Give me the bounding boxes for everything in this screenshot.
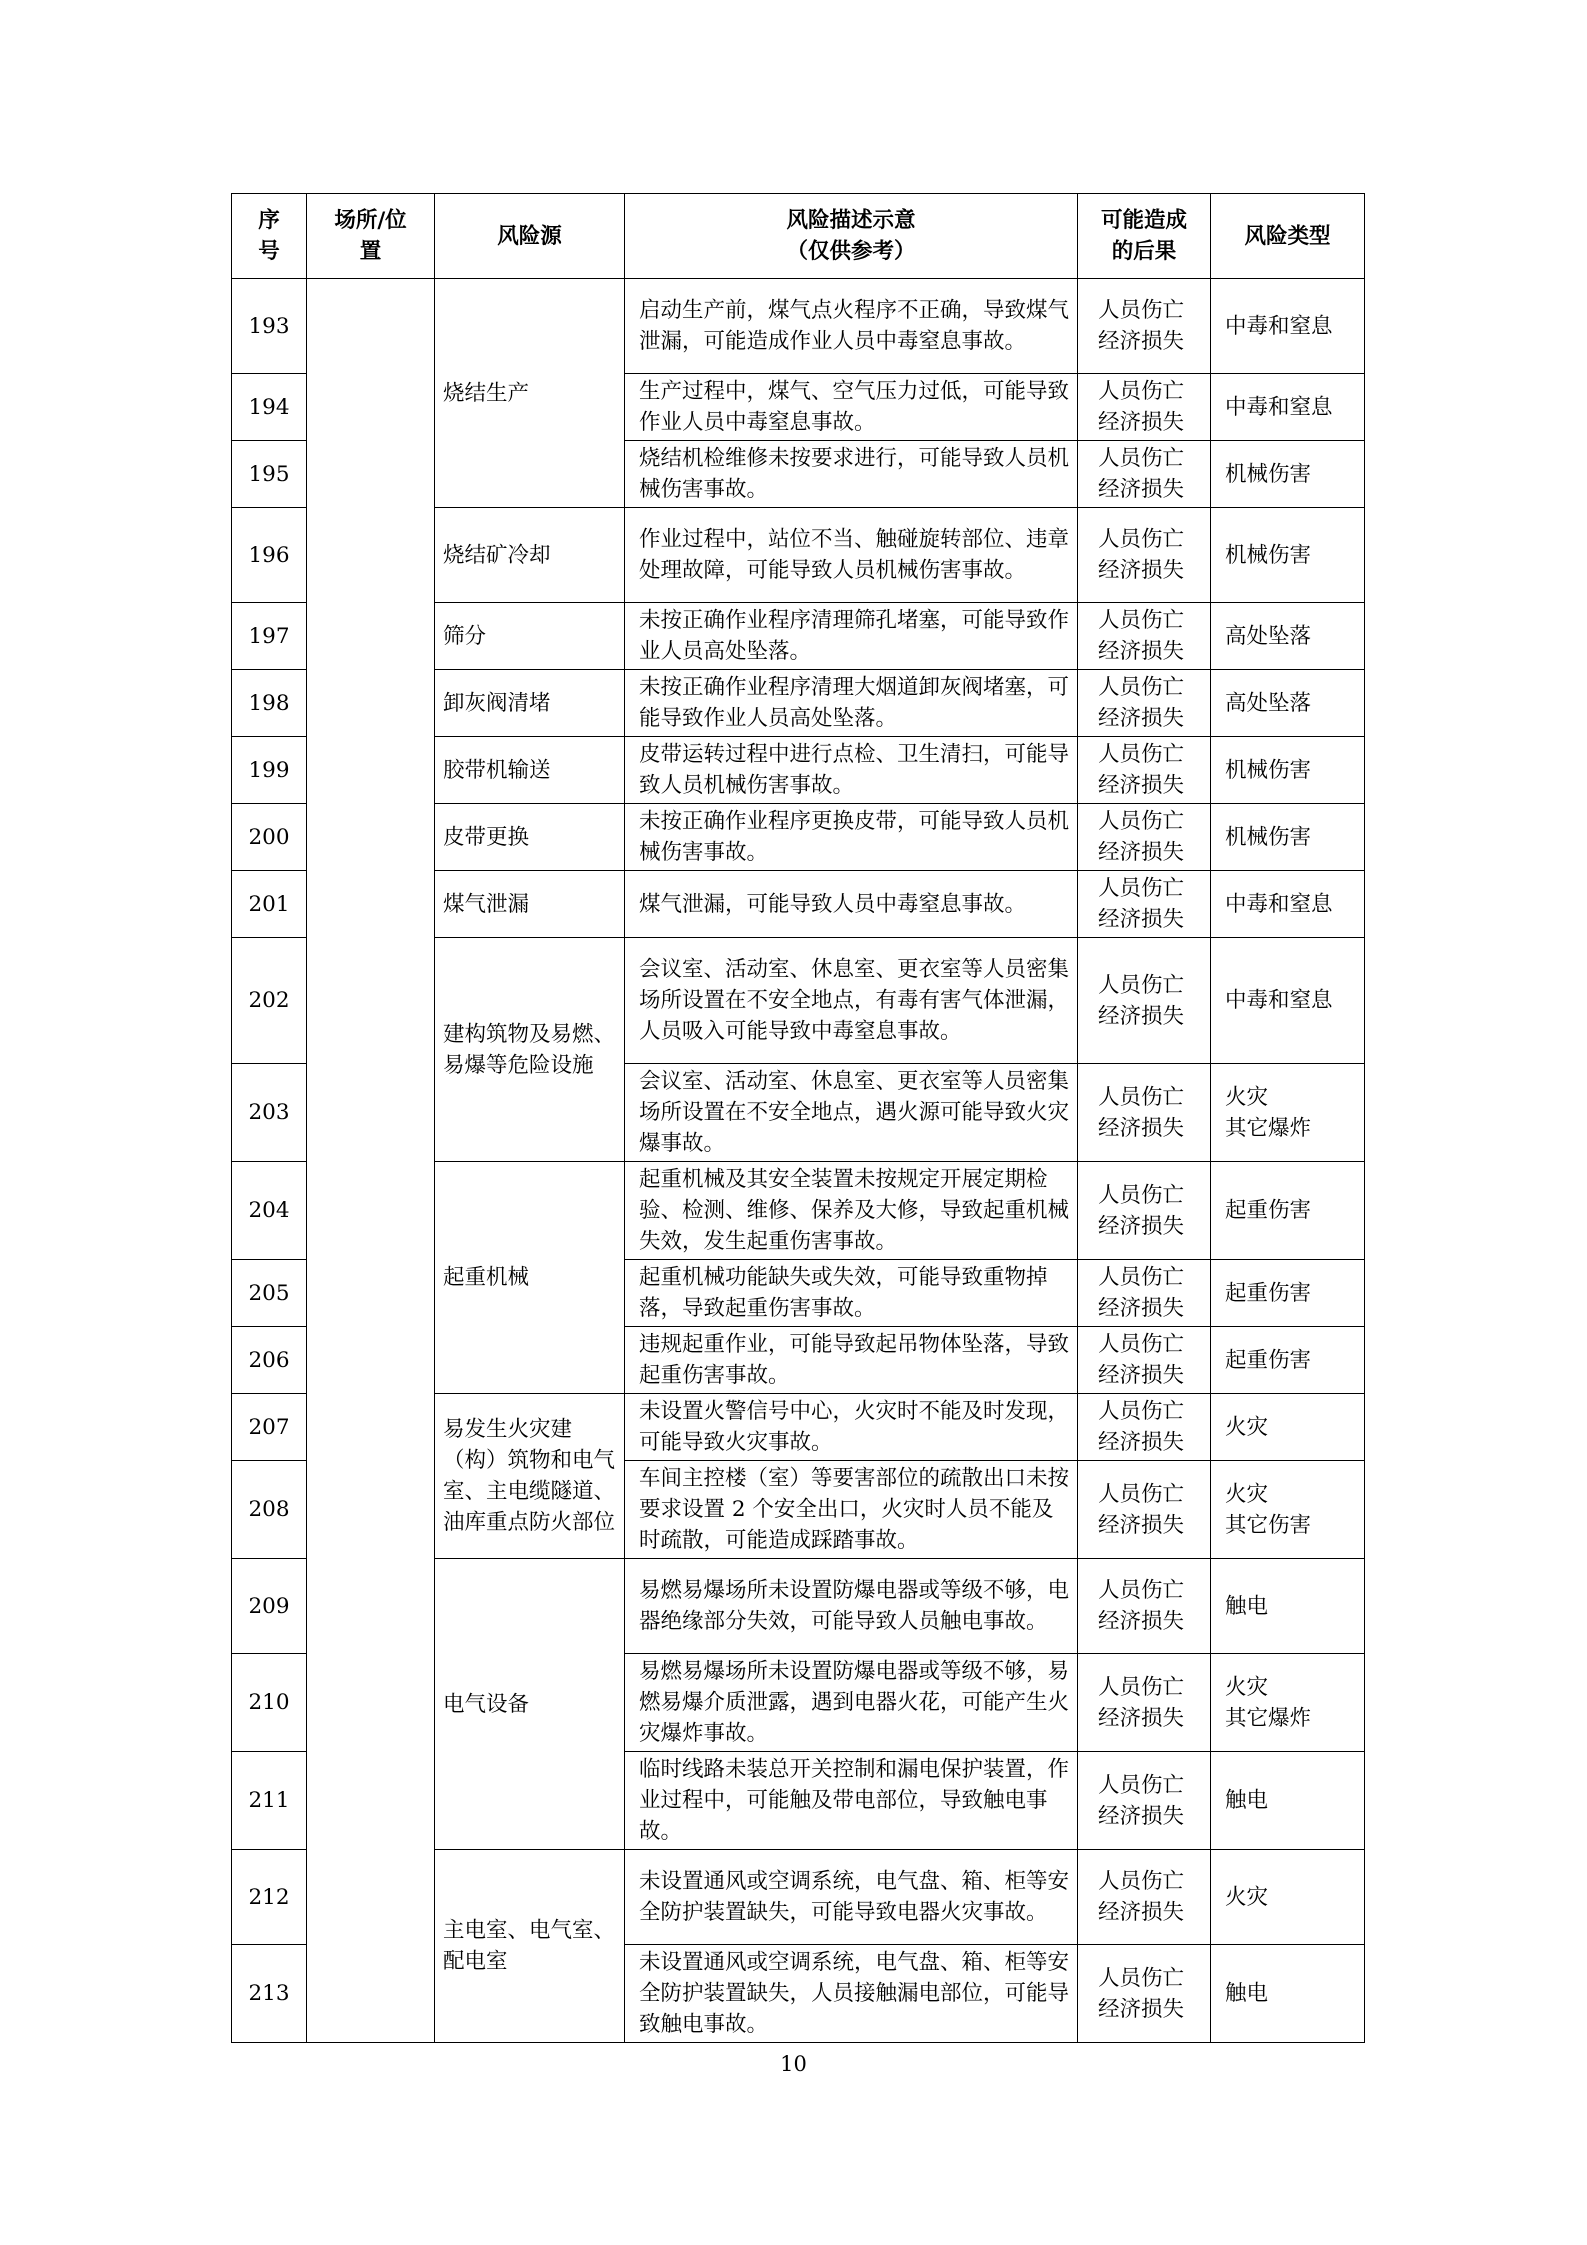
cell-risk-type: 触电 [1211,1945,1365,2043]
cell-description: 违规起重作业，可能导致起吊物体坠落，导致起重伤害事故。 [625,1327,1078,1394]
cell-consequence: 人员伤亡 经济损失 [1078,1559,1211,1654]
cell-source: 烧结矿冷却 [435,508,625,603]
cell-description: 易燃易爆场所未设置防爆电器或等级不够，电器绝缘部分失效，可能导致人员触电事故。 [625,1559,1078,1654]
cell-no: 194 [232,374,307,441]
cell-risk-type: 中毒和窒息 [1211,871,1365,938]
cell-no: 208 [232,1461,307,1559]
cell-no: 212 [232,1850,307,1945]
cell-risk-type: 起重伤害 [1211,1327,1365,1394]
cell-source: 烧结生产 [435,279,625,508]
cell-no: 202 [232,938,307,1064]
cell-description: 车间主控楼（室）等要害部位的疏散出口未按要求设置 2 个安全出口，火灾时人员不能及时疏散，可能造成踩踏事故。 [625,1461,1078,1559]
cell-consequence: 人员伤亡 经济损失 [1078,1461,1211,1559]
cell-risk-type: 中毒和窒息 [1211,279,1365,374]
cell-description: 作业过程中，站位不当、触碰旋转部位、违章处理故障，可能导致人员机械伤害事故。 [625,508,1078,603]
cell-description: 未按正确作业程序更换皮带，可能导致人员机械伤害事故。 [625,804,1078,871]
header-type: 风险类型 [1211,194,1365,279]
cell-description: 未设置通风或空调系统，电气盘、箱、柜等安全防护装置缺失，可能导致电器火灾事故。 [625,1850,1078,1945]
cell-risk-type: 火灾 其它伤害 [1211,1461,1365,1559]
cell-description: 生产过程中，煤气、空气压力过低，可能导致作业人员中毒窒息事故。 [625,374,1078,441]
cell-consequence: 人员伤亡 经济损失 [1078,603,1211,670]
cell-risk-type: 中毒和窒息 [1211,374,1365,441]
cell-consequence: 人员伤亡 经济损失 [1078,1260,1211,1327]
cell-risk-type: 机械伤害 [1211,508,1365,603]
cell-description: 起重机械功能缺失或失效，可能导致重物掉落，导致起重伤害事故。 [625,1260,1078,1327]
cell-risk-type: 中毒和窒息 [1211,938,1365,1064]
cell-description: 会议室、活动室、休息室、更衣室等人员密集场所设置在不安全地点，有毒有害气体泄漏，人员吸入可能导致中毒窒息事故。 [625,938,1078,1064]
header-location: 场所/位 置 [307,194,435,279]
cell-no: 196 [232,508,307,603]
cell-risk-type: 机械伤害 [1211,737,1365,804]
cell-consequence: 人员伤亡 经济损失 [1078,871,1211,938]
cell-description: 会议室、活动室、休息室、更衣室等人员密集场所设置在不安全地点，遇火源可能导致火灾爆事故。 [625,1064,1078,1162]
cell-no: 198 [232,670,307,737]
cell-description: 皮带运转过程中进行点检、卫生清扫，可能导致人员机械伤害事故。 [625,737,1078,804]
cell-risk-type: 火灾 [1211,1850,1365,1945]
page-number: 10 [780,2052,807,2076]
cell-risk-type: 触电 [1211,1752,1365,1850]
header-description: 风险描述示意 （仅供参考） [625,194,1078,279]
cell-source: 筛分 [435,603,625,670]
cell-source: 煤气泄漏 [435,871,625,938]
cell-description: 起重机械及其安全装置未按规定开展定期检验、检测、维修、保养及大修，导致起重机械失效，发生起重伤害事故。 [625,1162,1078,1260]
cell-source: 主电室、电气室、配电室 [435,1850,625,2043]
cell-no: 206 [232,1327,307,1394]
header-no: 序 号 [232,194,307,279]
cell-consequence: 人员伤亡 经济损失 [1078,670,1211,737]
cell-no: 210 [232,1654,307,1752]
cell-no: 197 [232,603,307,670]
cell-description: 煤气泄漏，可能导致人员中毒窒息事故。 [625,871,1078,938]
cell-consequence: 人员伤亡 经济损失 [1078,737,1211,804]
cell-consequence: 人员伤亡 经济损失 [1078,1752,1211,1850]
cell-consequence: 人员伤亡 经济损失 [1078,508,1211,603]
cell-consequence: 人员伤亡 经济损失 [1078,1064,1211,1162]
cell-consequence: 人员伤亡 经济损失 [1078,804,1211,871]
cell-source: 易发生火灾建（构）筑物和电气室、主电缆隧道、油库重点防火部位 [435,1394,625,1559]
cell-no: 201 [232,871,307,938]
cell-no: 205 [232,1260,307,1327]
cell-source: 电气设备 [435,1559,625,1850]
cell-no: 211 [232,1752,307,1850]
cell-consequence: 人员伤亡 经济损失 [1078,938,1211,1064]
cell-source: 皮带更换 [435,804,625,871]
cell-description: 未设置火警信号中心，火灾时不能及时发现，可能导致火灾事故。 [625,1394,1078,1461]
cell-no: 204 [232,1162,307,1260]
cell-no: 193 [232,279,307,374]
table-row [232,279,1365,374]
header-consequence: 可能造成 的后果 [1078,194,1211,279]
cell-risk-type: 火灾 其它爆炸 [1211,1064,1365,1162]
cell-location [307,279,435,2043]
cell-no: 213 [232,1945,307,2043]
cell-risk-type: 机械伤害 [1211,441,1365,508]
cell-no: 207 [232,1394,307,1461]
cell-no: 200 [232,804,307,871]
cell-consequence: 人员伤亡 经济损失 [1078,1654,1211,1752]
cell-description: 未按正确作业程序清理大烟道卸灰阀堵塞，可能导致作业人员高处坠落。 [625,670,1078,737]
cell-no: 199 [232,737,307,804]
cell-risk-type: 起重伤害 [1211,1260,1365,1327]
cell-no: 195 [232,441,307,508]
cell-description: 易燃易爆场所未设置防爆电器或等级不够，易燃易爆介质泄露，遇到电器火花，可能产生火灾爆炸事故。 [625,1654,1078,1752]
cell-description: 启动生产前，煤气点火程序不正确，导致煤气泄漏，可能造成作业人员中毒窒息事故。 [625,279,1078,374]
cell-description: 未按正确作业程序清理筛孔堵塞，可能导致作业人员高处坠落。 [625,603,1078,670]
cell-risk-type: 触电 [1211,1559,1365,1654]
cell-source: 胶带机输送 [435,737,625,804]
cell-consequence: 人员伤亡 经济损失 [1078,1850,1211,1945]
cell-risk-type: 高处坠落 [1211,603,1365,670]
cell-source: 建构筑物及易燃、易爆等危险设施 [435,938,625,1162]
cell-consequence: 人员伤亡 经济损失 [1078,279,1211,374]
cell-description: 烧结机检维修未按要求进行，可能导致人员机械伤害事故。 [625,441,1078,508]
table-header-row [232,194,1365,279]
cell-consequence: 人员伤亡 经济损失 [1078,441,1211,508]
cell-risk-type: 机械伤害 [1211,804,1365,871]
cell-consequence: 人员伤亡 经济损失 [1078,374,1211,441]
risk-table [231,193,1365,2043]
cell-description: 临时线路未装总开关控制和漏电保护装置，作业过程中，可能触及带电部位，导致触电事故。 [625,1752,1078,1850]
cell-risk-type: 高处坠落 [1211,670,1365,737]
header-source: 风险源 [435,194,625,279]
cell-consequence: 人员伤亡 经济损失 [1078,1327,1211,1394]
cell-source: 起重机械 [435,1162,625,1394]
cell-description: 未设置通风或空调系统，电气盘、箱、柜等安全防护装置缺失，人员接触漏电部位，可能导致触电事故。 [625,1945,1078,2043]
table-body [232,279,1365,2043]
cell-risk-type: 起重伤害 [1211,1162,1365,1260]
cell-consequence: 人员伤亡 经济损失 [1078,1394,1211,1461]
cell-risk-type: 火灾 其它爆炸 [1211,1654,1365,1752]
cell-no: 203 [232,1064,307,1162]
cell-risk-type: 火灾 [1211,1394,1365,1461]
cell-consequence: 人员伤亡 经济损失 [1078,1162,1211,1260]
cell-consequence: 人员伤亡 经济损失 [1078,1945,1211,2043]
cell-source: 卸灰阀清堵 [435,670,625,737]
cell-no: 209 [232,1559,307,1654]
